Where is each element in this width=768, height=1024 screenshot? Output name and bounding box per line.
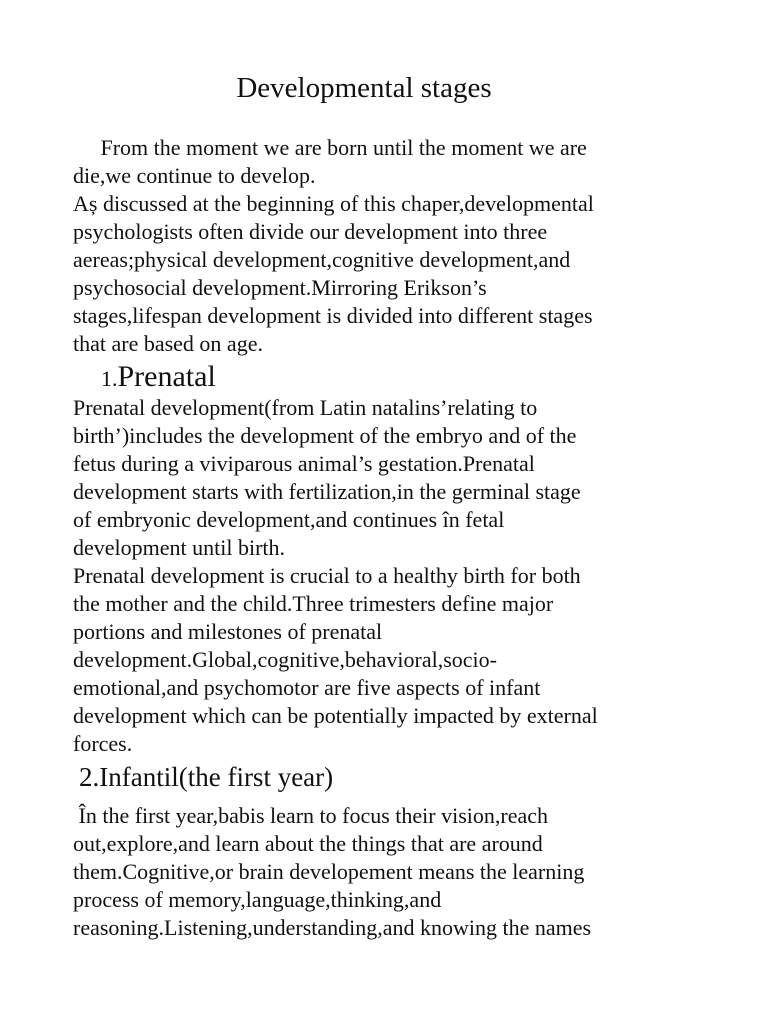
body-line: development.Global,cognitive,behavioral,socio- xyxy=(73,647,497,672)
body-line: fetus during a viviparous animal’s gestation.Prenatal xyxy=(73,451,535,476)
body-line: Prenatal development is crucial to a healthy birth for both xyxy=(73,563,581,588)
body-line: Prenatal development(from Latin natalins’relating to xyxy=(73,395,538,420)
body-line: forces. xyxy=(73,731,133,756)
body-line: out,explore,and learn about the things that are around xyxy=(73,831,543,856)
body-line: development until birth. xyxy=(73,535,286,560)
intro-line: that are based on age. xyxy=(73,331,263,356)
body-line: reasoning.Listening,understanding,and knowing the names xyxy=(73,915,592,940)
body-line: process of memory,language,thinking,and xyxy=(73,887,442,912)
intro-line: stages,lifespan development is divided into different stages xyxy=(73,303,593,328)
body-line: of embryonic development,and continues în fetal xyxy=(73,507,505,532)
body-line: them.Cognitive,or brain developement means the learning xyxy=(73,859,585,884)
document-title: Developmental stages xyxy=(236,72,492,104)
intro-line: From the moment we are born until the moment we are xyxy=(73,135,587,160)
intro-line: aereas;physical development,cognitive development,and xyxy=(73,247,571,272)
section-number: 1. xyxy=(101,366,118,391)
body-line: emotional,and psychomotor are five aspects of infant xyxy=(73,675,541,700)
body-line: development starts with fertilization,in the germinal stage xyxy=(73,479,581,504)
body-line: birth’)includes the development of the embryo and of the xyxy=(73,423,577,448)
intro-line: Aș discussed at the beginning of this chaper,developmental xyxy=(73,191,594,216)
intro-line: psychosocial development.Mirroring Erikson’s xyxy=(73,275,487,300)
section-title: Prenatal xyxy=(117,360,216,393)
body-line: portions and milestones of prenatal xyxy=(73,619,383,644)
intro-line: die,we continue to develop. xyxy=(73,163,316,188)
body-line: development which can be potentially impacted by external xyxy=(73,703,598,728)
section-heading-infantil: 2.Infantil(the first year) xyxy=(79,762,334,792)
body-line: the mother and the child.Three trimesters define major xyxy=(73,591,554,616)
intro-line: psychologists often divide our development into three xyxy=(73,219,548,244)
body-line: În the first year,babis learn to focus their vision,reach xyxy=(73,803,549,828)
